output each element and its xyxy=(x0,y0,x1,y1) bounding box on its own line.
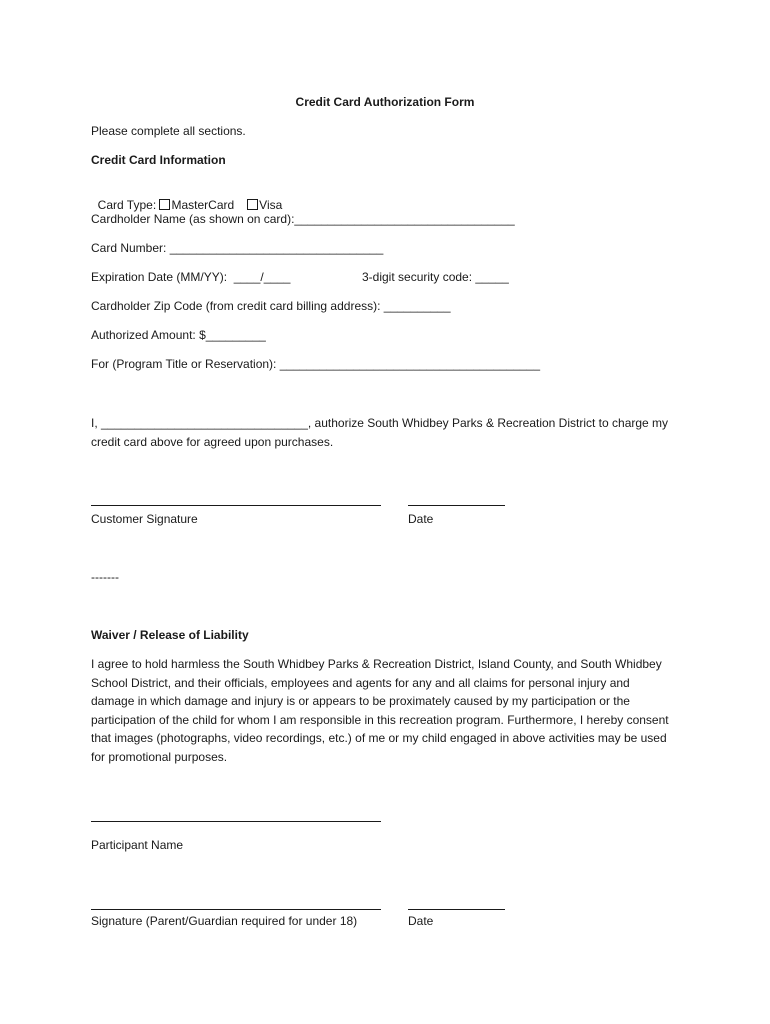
credit-card-section-heading: Credit Card Information xyxy=(91,153,226,167)
visa-checkbox[interactable] xyxy=(247,199,258,210)
waiver-date-label: Date xyxy=(408,914,434,928)
section-separator: ------- xyxy=(91,570,119,584)
card-type-label: Card Type: xyxy=(97,198,160,212)
visa-option-label: Visa xyxy=(259,198,283,212)
zip-code-field[interactable]: Cardholder Zip Code (from credit card billing address): __________ xyxy=(91,299,451,313)
expiration-date-field[interactable]: Expiration Date (MM/YY): ____/____ xyxy=(91,270,291,284)
waiver-heading: Waiver / Release of Liability xyxy=(91,628,249,642)
card-type-row xyxy=(91,183,282,213)
customer-date-label: Date xyxy=(408,512,434,526)
waiver-body: I agree to hold harmless the South Whidbey Parks & Recreation District, Island County, and South Whidbey School District, and their officials, employees and agents for any and all claims for personal injury and damage in which damage and injury is or appears to be proximately caused by my participation or the participation of the child for whom I am responsible in this recreation program. Furthermore, I hereby consent that images (photographs, video recordings, etc.) of me or my child engaged in above activities may be used for promotional purposes. xyxy=(91,657,669,764)
form-title: Credit Card Authorization Form xyxy=(295,95,475,109)
guardian-signature-line[interactable] xyxy=(91,909,381,910)
guardian-signature-label: Signature (Parent/Guardian required for under 18) xyxy=(91,914,358,928)
mastercard-checkbox[interactable] xyxy=(159,199,170,210)
customer-signature-line[interactable] xyxy=(91,505,381,506)
authorized-amount-field[interactable]: Authorized Amount: $_________ xyxy=(91,328,266,342)
cardholder-name-field[interactable]: Cardholder Name (as shown on card):_________________________________ xyxy=(91,212,515,226)
customer-date-line[interactable] xyxy=(408,505,505,506)
mastercard-option-label: MasterCard xyxy=(171,198,235,212)
authorization-statement: I, _______________________________, authorize South Whidbey Parks & Recreation District to charge my credit card above for agreed upon purchases. xyxy=(91,416,669,449)
waiver-date-line[interactable] xyxy=(408,909,505,910)
participant-name-line[interactable] xyxy=(91,821,381,822)
intro-text: Please complete all sections. xyxy=(91,124,246,138)
customer-signature-label: Customer Signature xyxy=(91,512,198,526)
card-number-field[interactable]: Card Number: ________________________________ xyxy=(91,241,384,255)
participant-name-label: Participant Name xyxy=(91,838,184,852)
security-code-field[interactable]: 3-digit security code: _____ xyxy=(362,270,509,284)
program-title-field[interactable]: For (Program Title or Reservation): _______________________________________ xyxy=(91,357,540,371)
